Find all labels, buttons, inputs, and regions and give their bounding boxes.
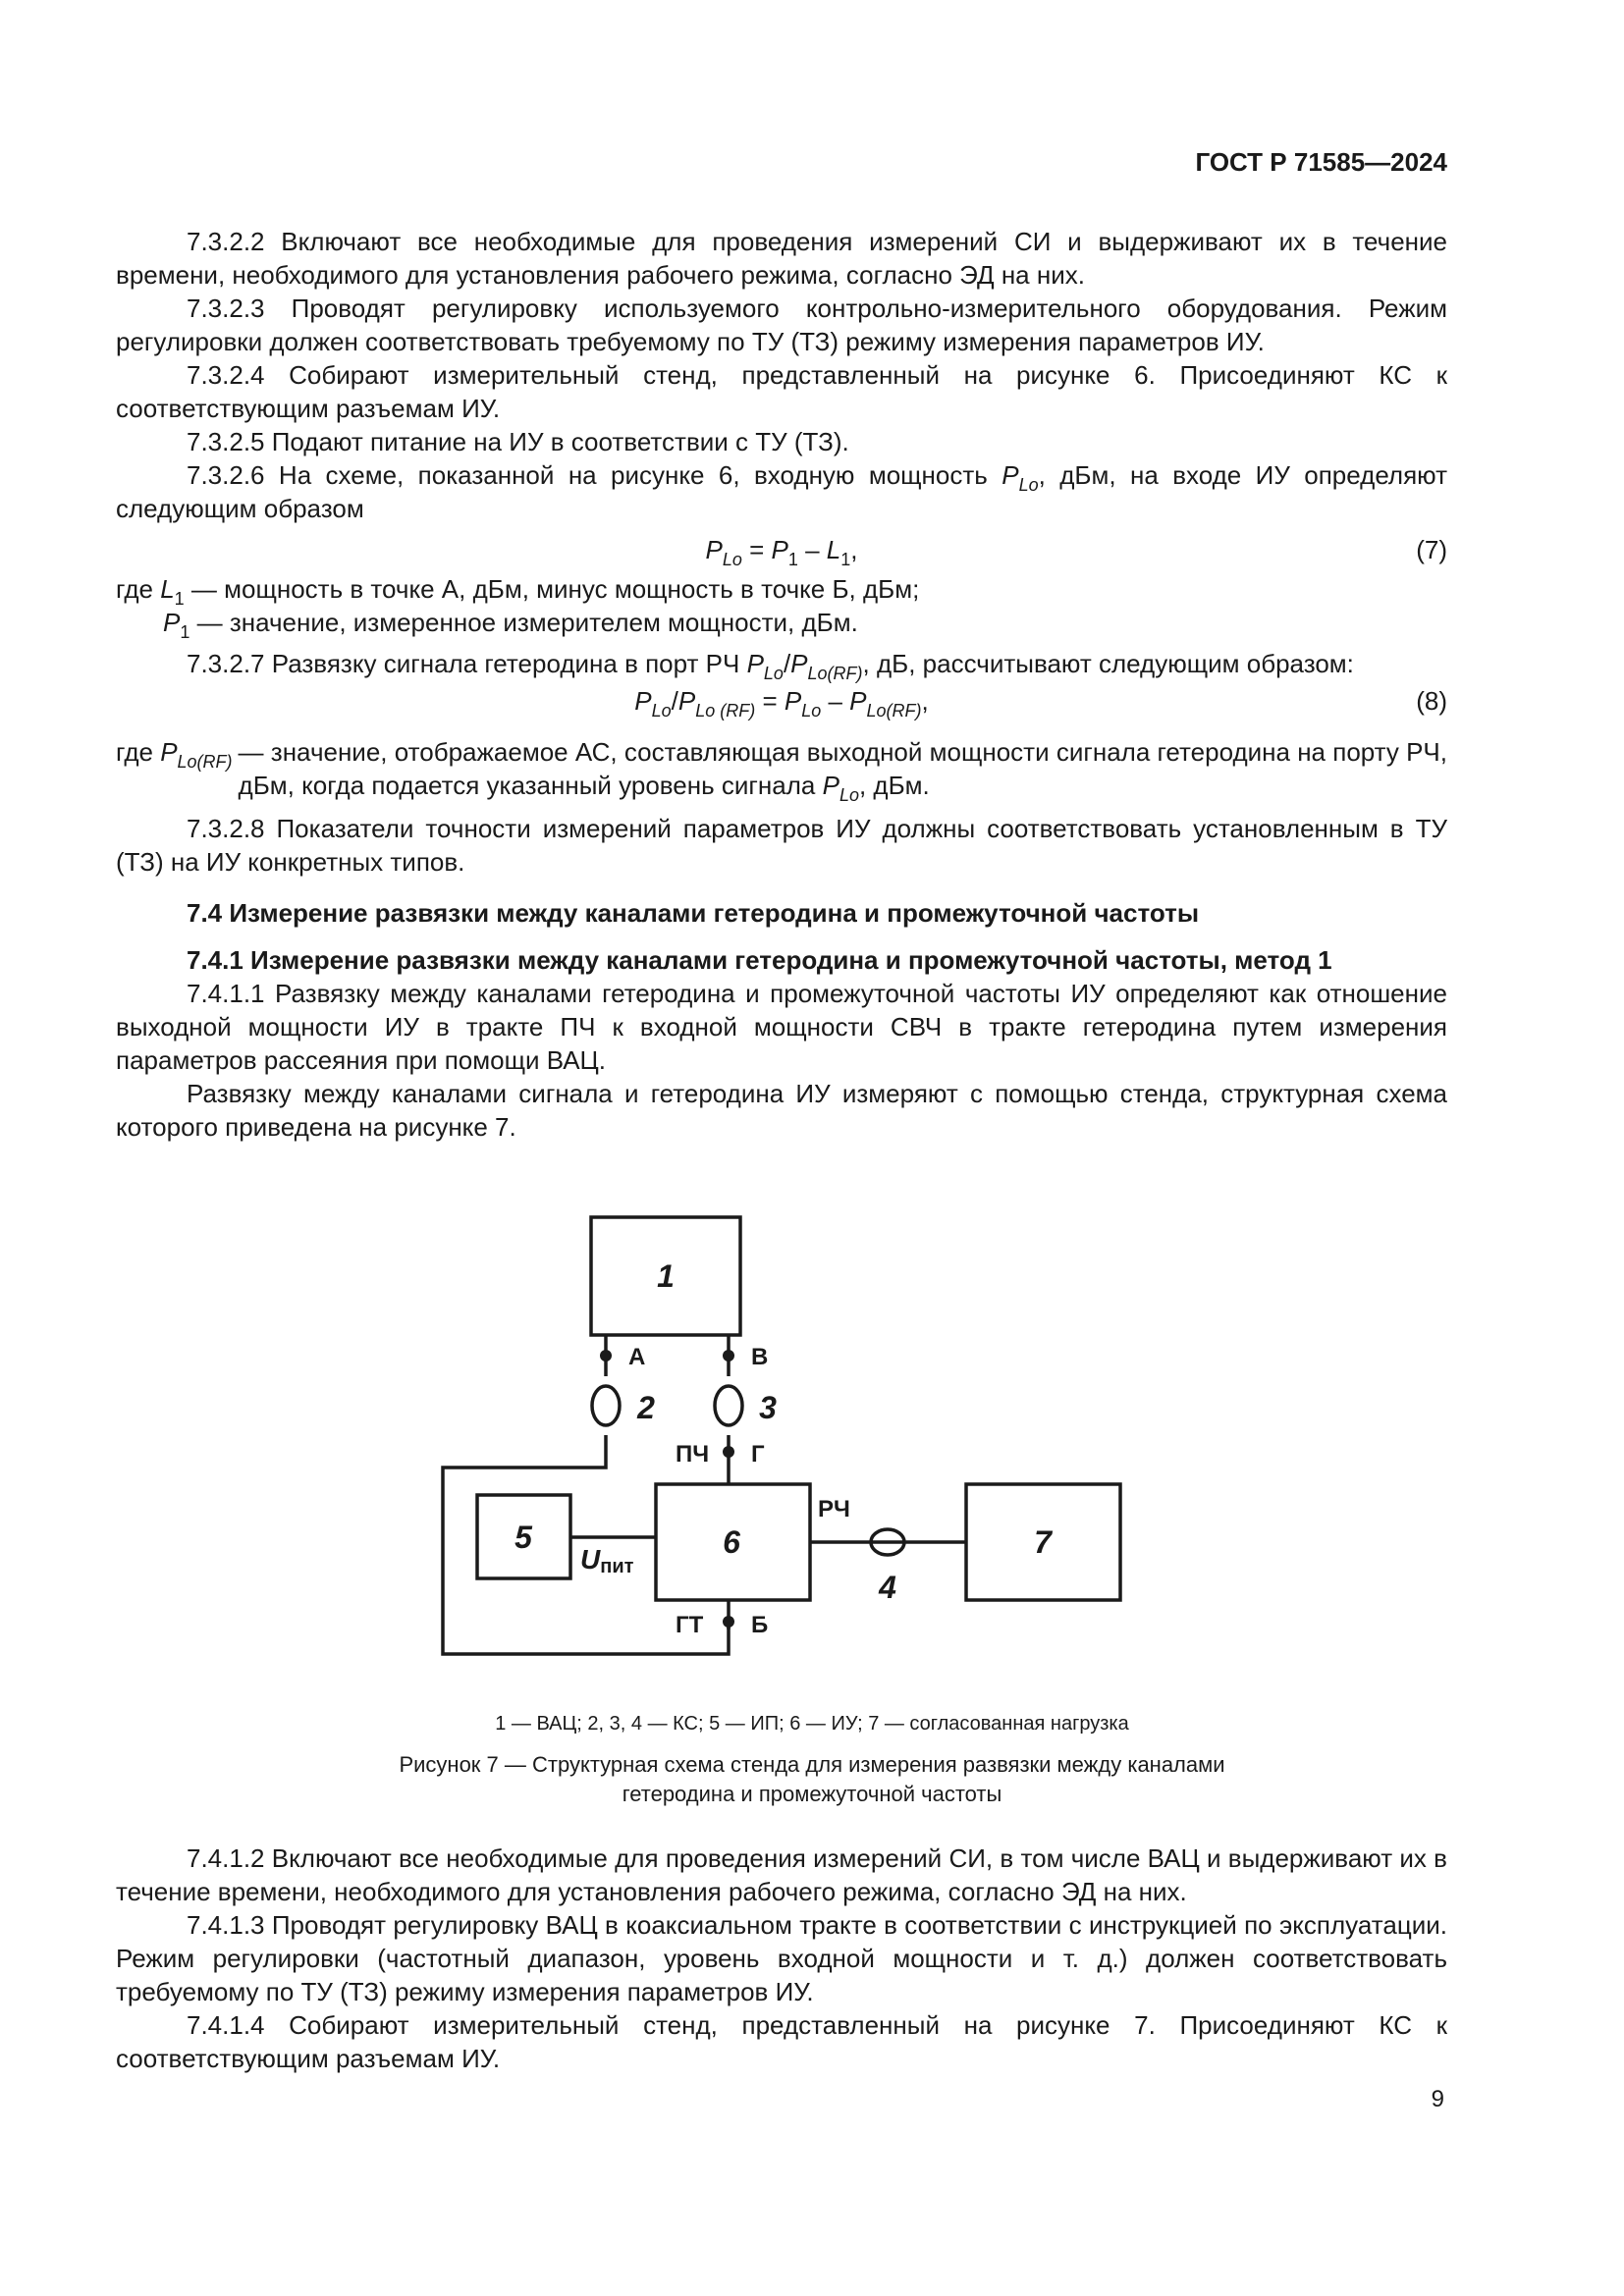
- point-g-label: Г: [751, 1441, 765, 1468]
- equation-7-number: (7): [1416, 535, 1447, 564]
- point-b-dot: [723, 1616, 734, 1628]
- where-8-symbol: где $P_{Lo(RF)}$: [116, 737, 233, 772]
- section-7-4-1-continued: [116, 1842, 1447, 2075]
- point-a-label: А: [628, 1344, 646, 1370]
- point-b-label: Б: [751, 1612, 769, 1638]
- paragraph-7-3-2-3: 7.3.2.3 Проводят регулировку используемого контрольно-измерительного оборудования. Режим регулировки должен соответствовать требуемому по ТУ (ТЗ) режиму измерения параметров ИУ.: [116, 294, 1447, 356]
- block-6-label: 6: [723, 1524, 740, 1560]
- supply-label: Uпит: [580, 1544, 634, 1577]
- equation-8-number: (8): [1416, 686, 1447, 716]
- block-5-label: 5: [514, 1520, 532, 1555]
- page-number: 9: [1431, 2086, 1444, 2112]
- paragraph-7-3-2-6: 7.3.2.6 На схеме, показанной на рисунке 6, входную мощность $P_{Lo}$, дБм, на входе ИУ определяют следующим образом: [116, 460, 1447, 523]
- figure-7-legend: 1 — ВАЦ; 2, 3, 4 — КС; 5 — ИП; 6 — ИУ; 7 — согласованная нагрузка: [495, 1713, 1129, 1735]
- cable-4-label: 4: [879, 1570, 896, 1605]
- document-header: ГОСТ Р 71585—2024: [1195, 147, 1447, 177]
- figure-7-caption-line-1: Рисунок 7 — Структурная схема стенда для измерения развязки между каналами: [399, 1752, 1225, 1777]
- where-8-desc: — значение, отображаемое АС, составляющая выходной мощности сигнала гетеродина на порту РЧ, дБм, когда подается указанный уровень сигнала $P_{Lo}$, дБм.: [238, 737, 1447, 805]
- cable-3-coil: [715, 1386, 742, 1425]
- where-7-l1: где $L_1$ — мощность в точке А, дБм, минус мощность в точке Б, дБм;: [116, 574, 920, 609]
- paragraph-7-3-2-7: 7.3.2.7 Развязку сигнала гетеродина в порт РЧ $P_{Lo}/P_{Lo(RF)}$, дБ, рассчитывают следующим образом:: [187, 649, 1354, 683]
- paragraph-7-3-2-5: 7.3.2.5 Подают питание на ИУ в соответствии с ТУ (ТЗ).: [187, 427, 849, 456]
- paragraph-7-4-1-intro: Развязку между каналами сигнала и гетеродина ИУ измеряют с помощью стенда, структурная схема которого приведена на рисунке 7.: [116, 1079, 1447, 1142]
- cable-3-label: 3: [759, 1390, 777, 1425]
- equation-7-formula: $P_{Lo} = P_1 - L_1$,: [705, 535, 858, 569]
- paragraph-7-4-1-1: 7.4.1.1 Развязку между каналами гетеродина и промежуточной частоты ИУ определяют как отношение выходной мощности ИУ в тракте ПЧ к входной мощности СВЧ в тракте гетеродина путем измерения параметров рассеяния при помощи ВАЦ.: [116, 979, 1447, 1075]
- paragraph-7-4-1-3: 7.4.1.3 Проводят регулировку ВАЦ в коаксиальном тракте в соответствии с инструкцией по эксплуатации. Режим регулировки (частотный диапазон, уровень входной мощности и т. д.) должен соответствовать требуемому по ТУ (ТЗ) режиму измерения параметров ИУ.: [116, 1910, 1447, 2006]
- where-7-p1: $P_1$ — значение, измеренное измерителем мощности, дБм.: [163, 608, 858, 642]
- block-7-label: 7: [1034, 1524, 1052, 1560]
- heading-7-4-1: 7.4.1 Измерение развязки между каналами гетеродина и промежуточной частоты, метод 1: [187, 945, 1332, 975]
- point-g-dot: [723, 1446, 734, 1458]
- paragraph-7-3-2-4: 7.3.2.4 Собирают измерительный стенд, представленный на рисунке 6. Присоединяют КС к соответствующим разъемам ИУ.: [116, 360, 1447, 423]
- paragraph-7-4-1-2: 7.4.1.2 Включают все необходимые для проведения измерений СИ, в том числе ВАЦ и выдерживают их в течение времени, необходимого для установления рабочего режима, согласно ЭД на них.: [116, 1843, 1447, 1906]
- port-rf-label: РЧ: [818, 1496, 850, 1522]
- cable-2-coil: [592, 1386, 620, 1425]
- equation-8-formula: $P_{Lo}/P_{Lo (RF)} = P_{Lo} - P_{Lo(RF)}$,: [634, 686, 929, 721]
- figure-7-caption-line-2: гетеродина и промежуточной частоты: [622, 1782, 1002, 1806]
- paragraph-7-4-1-4: 7.4.1.4 Собирают измерительный стенд, представленный на рисунке 7. Присоединяют КС к соответствующим разъемам ИУ.: [116, 2010, 1447, 2073]
- point-a-dot: [600, 1350, 612, 1362]
- point-v-label: В: [751, 1344, 769, 1370]
- port-if-label: ПЧ: [676, 1441, 710, 1468]
- paragraph-7-3-2-2: 7.3.2.2 Включают все необходимые для проведения измерений СИ и выдерживают их в течение времени, необходимого для установления рабочего режима, согласно ЭД на них.: [116, 227, 1447, 290]
- port-lo-label: ГТ: [676, 1612, 704, 1638]
- paragraph-7-3-2-8: 7.3.2.8 Показатели точности измерений параметров ИУ должны соответствовать установленным в ТУ (ТЗ) на ИУ конкретных типов.: [116, 814, 1447, 877]
- cable-2-label: 2: [637, 1390, 655, 1425]
- heading-7-4: 7.4 Измерение развязки между каналами гетеродина и промежуточной частоты: [187, 898, 1200, 928]
- block-1-label: 1: [657, 1258, 675, 1294]
- point-v-dot: [723, 1350, 734, 1362]
